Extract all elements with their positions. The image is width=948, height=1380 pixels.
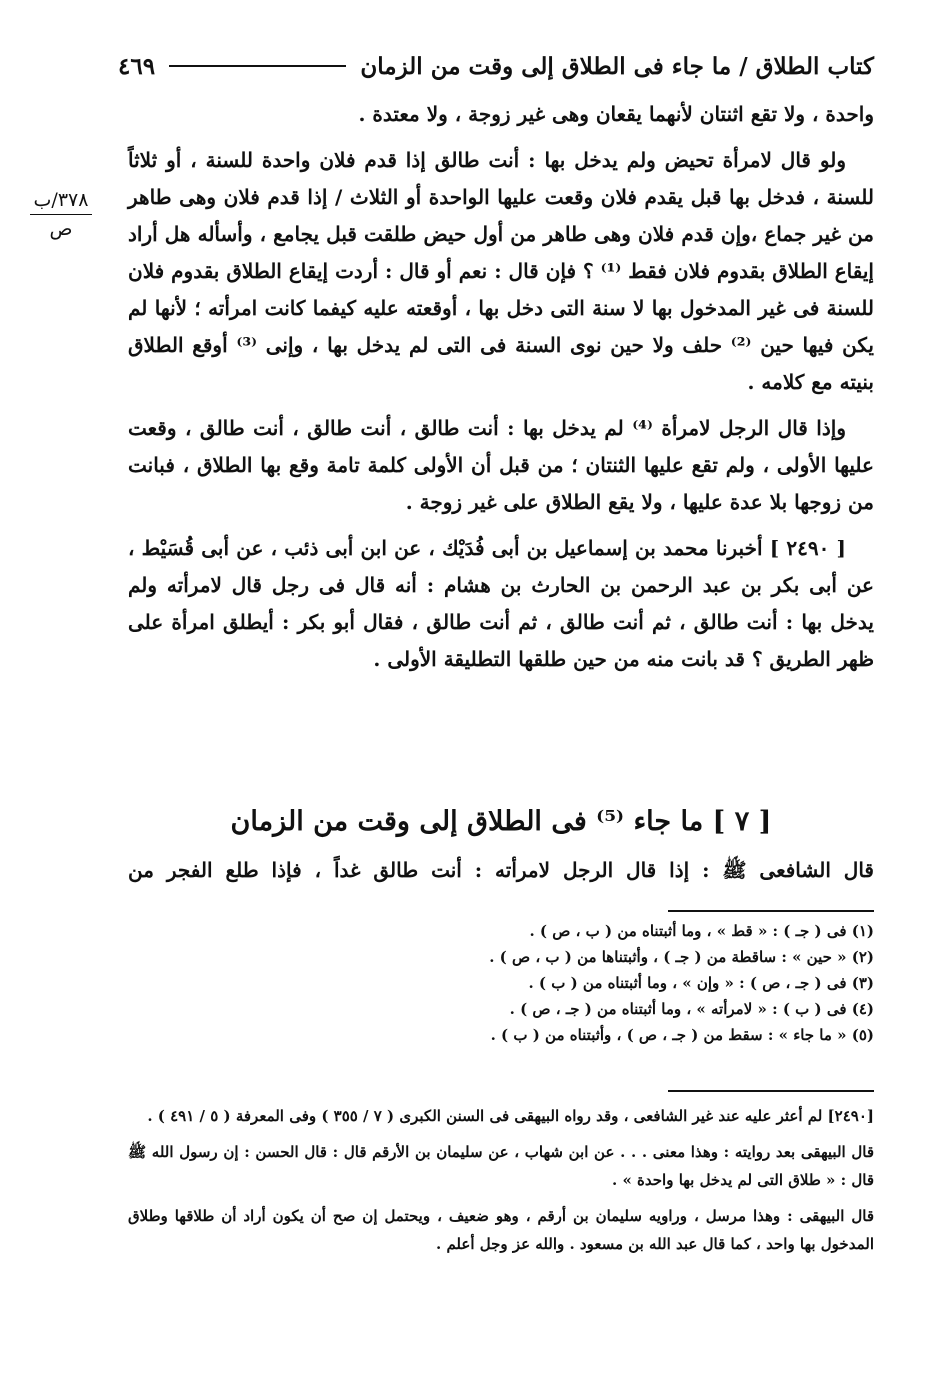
main-text xyxy=(128,96,874,687)
footnotes xyxy=(470,918,874,1048)
paragraph-2: ولو قال لامرأة تحيض ولم يدخل بها : أنت طالق إذا قدم فلان واحدة للسنة ، أو ثلاثاً للسنة ، فدخل بها قبل يقدم فلان وقعت عليها الواحدة أو الثلاث / إذا قدم فلان وهى طاهر من غير جماع ،وإن قدم فلان وهى طاهر من أول حيض طلقت قبل يجامع ، وأسأله هل أراد إيقاع الطلاق بقدوم فلان فقط ⁽¹⁾ ؟ فإن قال : نعم أو قال : أردت إيقاع الطلاق بقدوم فلان للسنة فى غير المدخول بها لا سنة التى دخل بها ، أوقعته عليه كيفما كانت امرأته ؛ لأنها لم يكن فيها حين ⁽²⁾ حلف ولا حين نوى السنة فى التى لم يدخل بها ، وإنى ⁽³⁾ أوقع الطلاق بنيته مع كلامه . xyxy=(128,148,874,394)
editor-notes xyxy=(128,1102,874,1266)
folio-reference: ٣٧٨/ب xyxy=(30,186,93,215)
section-heading: [ ٧ ] ما جاء ⁽⁵⁾ فى الطلاق إلى وقت من الزمان xyxy=(230,806,772,837)
paragraph-4: [ ٢٤٩٠ ] أخبرنا محمد بن إسماعيل بن أبى فُدَيْك ، عن ابن أبى ذئب ، عن أبى قُسَيْط ، عن أبى بكر بن عبد الرحمن بن الحارث بن هشام : أنه قال فى رجل قال لامرأته ولم يدخل بها : أنت طالق ، ثم أنت طالق ، ثم أنت طالق ، فقال أبو بكر : أيطلق امرأة على ظهر الطريق ؟ قد بانت منه من حين طلقها التطليقة الأولى . xyxy=(128,536,874,671)
page-number: ٤٦٩ xyxy=(118,52,156,80)
header-rule xyxy=(169,65,346,67)
note-2: قال البيهقى بعد روايته : وهذا معنى . . . عن ابن شهاب ، عن سليمان بن الأرقم قال : قال الحسن : إن رسول الله ﷺ قال : « طلاق التى لم يدخل بها واحدة » . xyxy=(128,1143,874,1189)
footnote-4: (٤) فى ( ب ) : « لامرأته » ، وما أثبتناه من ( جـ ، ص ) . xyxy=(509,1000,874,1018)
footnote-2: (٢) « حين » : ساقطة من ( جـ ) ، وأثبتناها من ( ب ، ص ) . xyxy=(489,948,874,966)
note-1: [٢٤٩٠] لم أعثر عليه عند غير الشافعى ، وقد رواه البيهقى فى السنن الكبرى ( ٧ / ٣٥٥ ) وفى المعرفة ( ٥ / ٤٩١ ) . xyxy=(147,1107,874,1125)
paragraph-1: واحدة ، ولا تقع اثنتان لأنهما يقعان وهى غير زوجة ، ولا معتدة . xyxy=(358,102,874,126)
manuscript-siglum: ص xyxy=(49,218,73,240)
running-header xyxy=(118,46,874,86)
footnote-5: (٥) « ما جاء » : سقط من ( جـ ، ص ) ، وأثبتناه من ( ب ) . xyxy=(490,1026,874,1044)
section-first-line: قال الشافعى ﷺ : إذا قال الرجل لامرأته : أنت طالق غداً ، فإذا طلع الفجر من xyxy=(128,858,874,882)
header-title: كتاب الطلاق / ما جاء فى الطلاق إلى وقت من الزمان xyxy=(360,52,874,80)
footnote-1: (١) فى ( جـ ) : « قط » ، وما أثبتناه من ( ب ، ص ) . xyxy=(529,922,874,940)
note-3: قال البيهقى : وهذا مرسل ، وراويه سليمان بن أرقم ، وهو ضعيف ، ويحتمل إن صح أن يكون أراد أن طلاقها وطلاق المدخول بها واحد ، كما قال عبد الله بن مسعود . والله عز وجل أعلم . xyxy=(128,1207,874,1253)
notes-separator xyxy=(668,1090,874,1092)
margin-note xyxy=(22,186,100,243)
paragraph-3: وإذا قال الرجل لامرأة ⁽⁴⁾ لم يدخل بها : أنت طالق ، أنت طالق ، أنت طالق ، وقعت عليها الأولى ، ولم تقع عليها الثنتان ؛ من قبل أن الأولى كلمة تامة وقع بها الطلاق ، فبانت من زوجها بلا عدة عليها ، ولا يقع الطلاق على غير زوجة . xyxy=(128,416,874,514)
footnote-separator xyxy=(668,910,874,912)
footnote-3: (٣) فى ( جـ ، ص ) : « وإن » ، وما أثبتناه من ( ب ) . xyxy=(528,974,874,992)
